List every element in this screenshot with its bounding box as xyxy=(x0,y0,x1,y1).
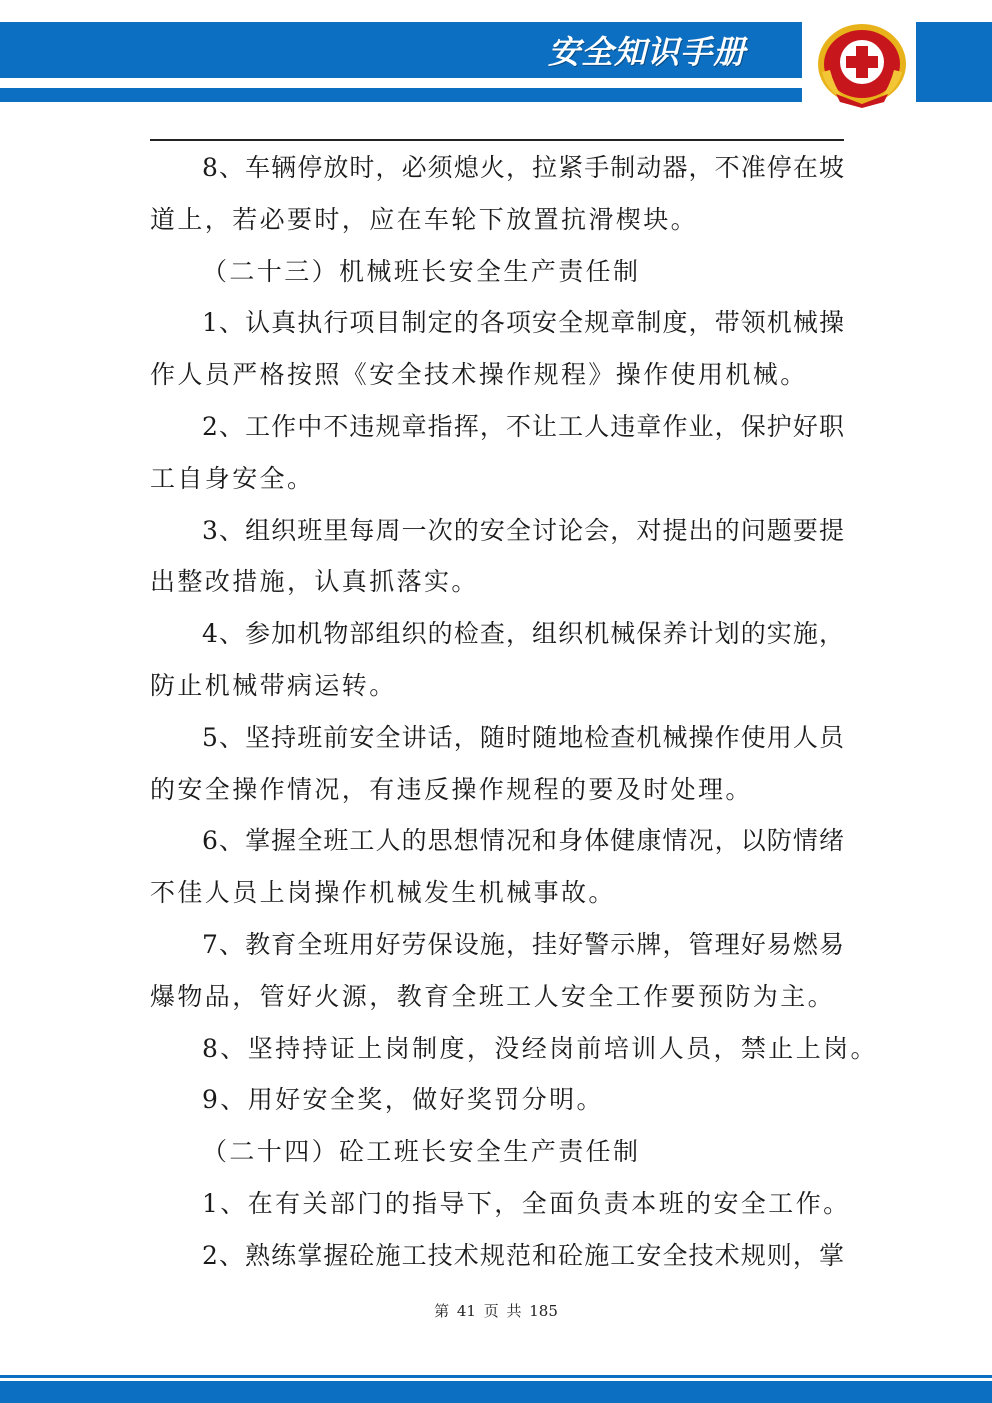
footer-band xyxy=(0,1381,992,1403)
text-line: 2、工作中不违规章指挥，不让工人违章作业，保护好职 xyxy=(202,411,844,441)
text-line: 6、掌握全班工人的思想情况和身体健康情况，以防情绪 xyxy=(202,826,844,856)
header-band-lower xyxy=(0,88,802,102)
text-line: 1、认真执行项目制定的各项安全规章制度，带领机械操 xyxy=(202,308,844,338)
text-line: 3、组织班里每周一次的安全讨论会，对提出的问题要提 xyxy=(202,515,844,545)
document-body xyxy=(150,142,878,1282)
text-line: 不佳人员上岗操作机械发生机械事故。 xyxy=(150,878,616,908)
text-line: 道上，若必要时，应在车轮下放置抗滑楔块。 xyxy=(150,204,699,234)
text-line: 作人员严格按照《安全技术操作规程》操作使用机械。 xyxy=(150,360,808,390)
text-line: 出整改措施，认真抓落实。 xyxy=(150,567,479,597)
text-line: 防止机械带病运转。 xyxy=(150,670,397,700)
text-line: 5、坚持班前安全讲话，随时随地检查机械操作使用人员 xyxy=(202,722,844,752)
header-divider-line xyxy=(150,139,844,141)
header-band-right xyxy=(916,22,992,102)
text-line: 9、用好安全奖，做好奖罚分明。 xyxy=(202,1085,604,1115)
text-line: 7、教育全班用好劳保设施，挂好警示牌，管理好易燃易 xyxy=(202,929,844,959)
text-line: 2、熟练掌握砼施工技术规范和砼施工安全技术规则，掌 xyxy=(202,1240,844,1270)
header-gap xyxy=(0,78,802,88)
text-line: 工自身安全。 xyxy=(150,463,315,493)
page-number: 第 41 页 共 185 xyxy=(434,1302,558,1320)
section-heading: （二十三）机械班长安全生产责任制 xyxy=(202,256,641,286)
text-line: 4、参加机物部组织的检查，组织机械保养计划的实施， xyxy=(202,619,844,649)
manual-title: 安全知识手册 xyxy=(548,33,747,71)
text-line: 8、车辆停放时，必须熄火，拉紧手制动器，不准停在坡 xyxy=(202,153,844,182)
text-line: 8、坚持持证上岗制度，没经岗前培训人员，禁止上岗。 xyxy=(202,1033,878,1063)
page-header xyxy=(0,0,992,110)
section-heading: （二十四）砼工班长安全生产责任制 xyxy=(202,1137,641,1167)
text-line: 爆物品，管好火源，教育全班工人安全工作要预防为主。 xyxy=(150,981,836,1011)
text-line: 的安全操作情况，有违反操作规程的要及时处理。 xyxy=(150,774,753,804)
safety-cross-emblem-icon xyxy=(812,20,912,108)
text-line: 1、在有关部门的指导下，全面负责本班的安全工作。 xyxy=(202,1188,851,1218)
